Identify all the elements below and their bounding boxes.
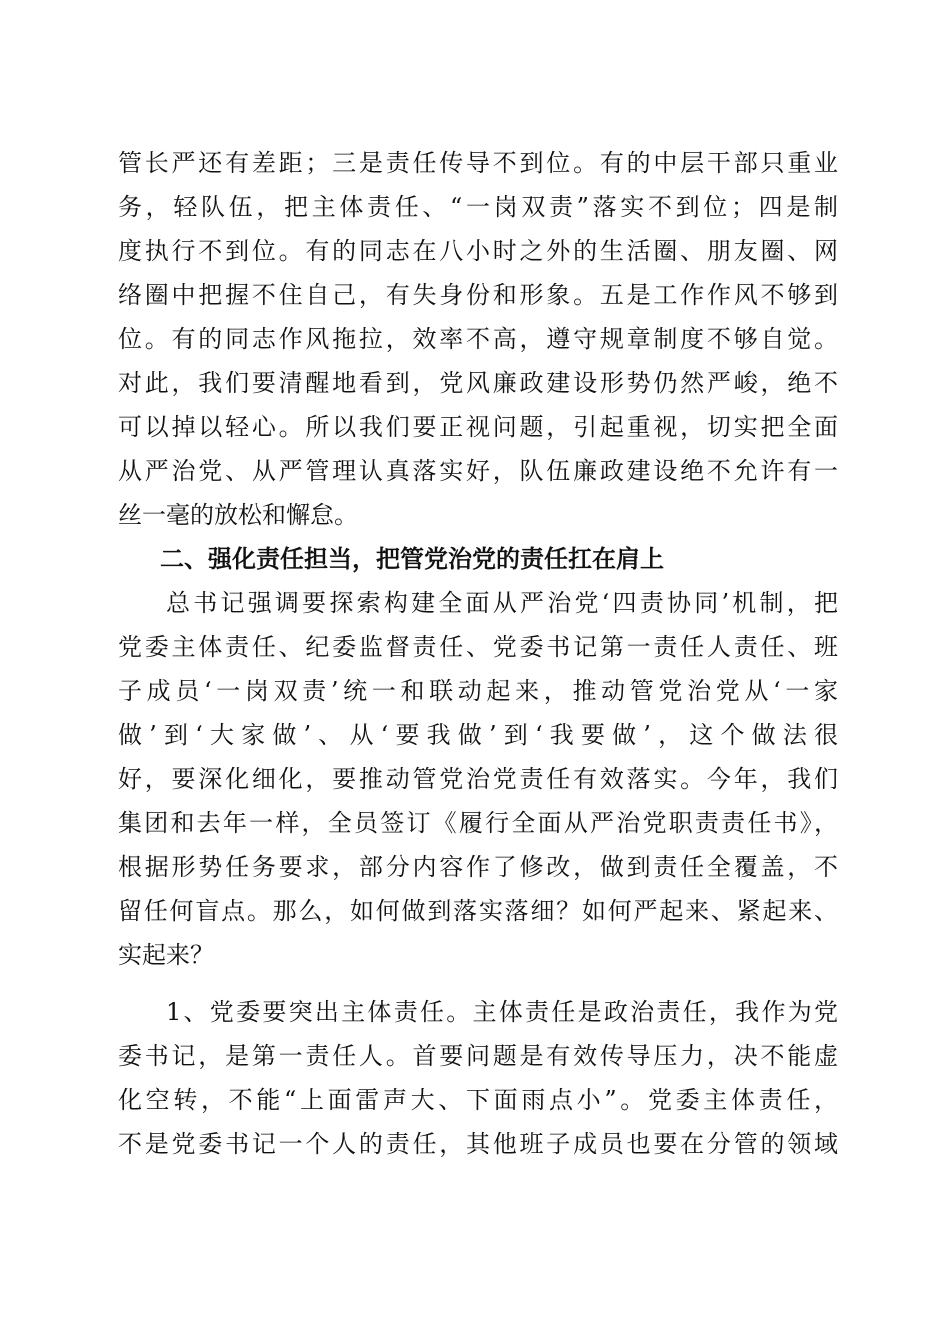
paragraph-line: 党委主体责任、纪委监督责任、党委书记第一责任人责任、班 bbox=[118, 633, 838, 661]
paragraph-line: 不是党委书记一个人的责任，其他班子成员也要在分管的领域 bbox=[118, 1130, 838, 1158]
paragraph-line: 实起来？ bbox=[118, 941, 214, 969]
paragraph-line: 位。有的同志作风拖拉，效率不高，遵守规章制度不够自觉。 bbox=[118, 325, 838, 353]
paragraph-line: 丝一毫的放松和懈怠。 bbox=[118, 501, 358, 529]
paragraph-line: 1、党委要突出主体责任。主体责任是政治责任，我作为党 bbox=[166, 998, 838, 1026]
paragraph-line: 委书记，是第一责任人。首要问题是有效传导压力，决不能虚 bbox=[118, 1042, 838, 1070]
paragraph-line: 化空转，不能“上面雷声大、下面雨点小”。党委主体责任， bbox=[118, 1086, 838, 1114]
paragraph-line: 务，轻队伍，把主体责任、“一岗双责”落实不到位；四是制 bbox=[118, 193, 838, 221]
section-heading: 二、强化责任担当，把管党治党的责任扛在肩上 bbox=[160, 545, 664, 573]
paragraph-line: 根据形势任务要求，部分内容作了修改，做到责任全覆盖，不 bbox=[118, 853, 838, 881]
paragraph-line: 总书记强调要探索构建全面从严治党‘四责协同’机制，把 bbox=[166, 589, 838, 617]
paragraph-line: 管长严还有差距；三是责任传导不到位。有的中层干部只重业 bbox=[118, 149, 838, 177]
paragraph-line: 络圈中把握不住自己，有失身份和形象。五是工作作风不够到 bbox=[118, 281, 838, 309]
paragraph-line: 集团和去年一样，全员签订《履行全面从严治党职责责任书》， bbox=[118, 809, 838, 837]
paragraph-line: 做’到‘大家做’、从‘要我做’到‘我要做’，这个做法很 bbox=[118, 721, 838, 749]
paragraph-line: 从严治党、从严管理认真落实好，队伍廉政建设绝不允许有一 bbox=[118, 457, 838, 485]
paragraph-line: 子成员‘一岗双责’统一和联动起来，推动管党治党从‘一家 bbox=[118, 677, 838, 705]
paragraph-line: 可以掉以轻心。所以我们要正视问题，引起重视，切实把全面 bbox=[118, 413, 838, 441]
paragraph-line: 对此，我们要清醒地看到，党风廉政建设形势仍然严峻，绝不 bbox=[118, 369, 838, 397]
paragraph-line: 好，要深化细化，要推动管党治党责任有效落实。今年，我们 bbox=[118, 765, 838, 793]
paragraph-line: 留任何盲点。那么，如何做到落实落细？如何严起来、紧起来、 bbox=[118, 897, 838, 925]
paragraph-line: 度执行不到位。有的同志在八小时之外的生活圈、朋友圈、网 bbox=[118, 237, 838, 265]
